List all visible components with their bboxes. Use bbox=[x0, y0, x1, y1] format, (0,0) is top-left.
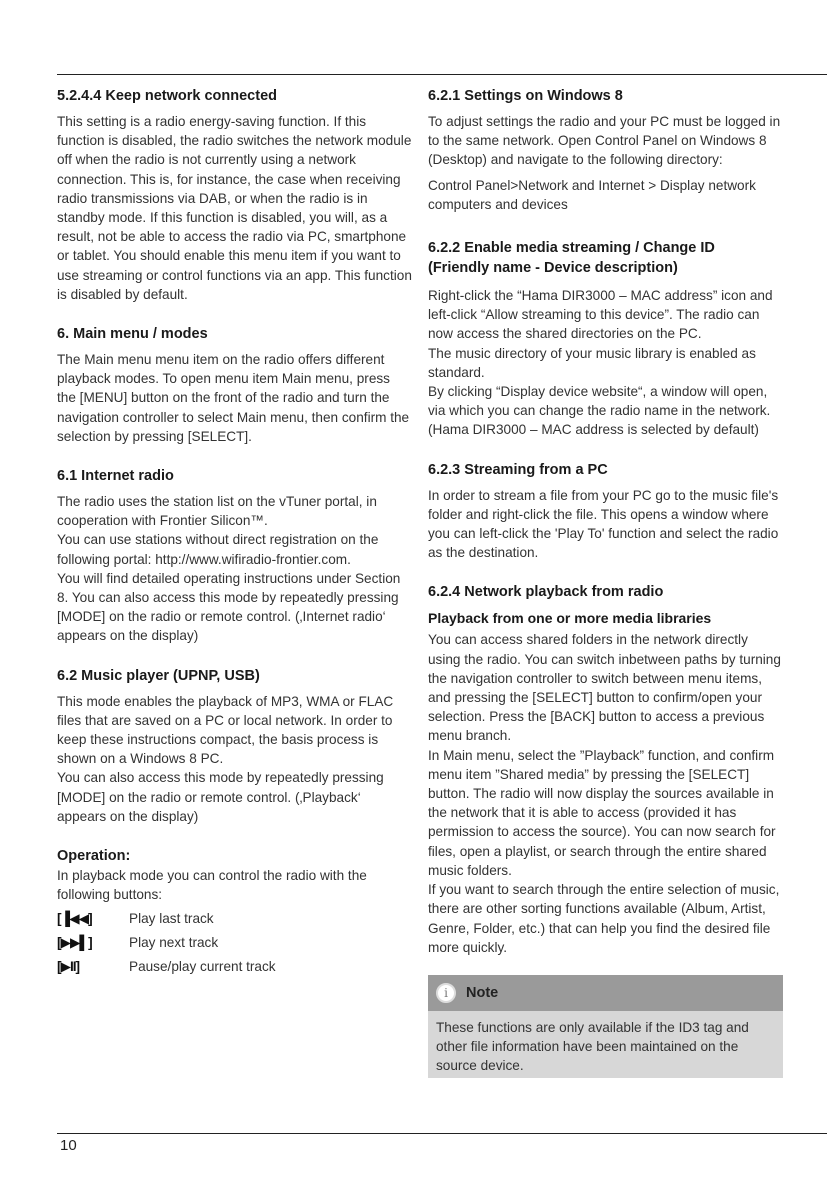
section-heading: 6. Main menu / modes bbox=[57, 326, 208, 343]
operation-heading: Operation: bbox=[57, 848, 131, 865]
section-paragraph: This mode enables the playback of MP3, WMA or FLAC files that are saved on a PC or local network. In order to keep these instructions compact, the basis process is shown on a Windows 8 PC. bbox=[57, 693, 394, 767]
bottom-divider bbox=[57, 1133, 827, 1134]
right-column bbox=[428, 86, 783, 1078]
section-body: In order to stream a file from your PC go to the music file's folder and right-click the file. This opens a window where you can left-click the 'Play To' function and select the radio as the destination. bbox=[428, 487, 779, 561]
play-pause-icon: [▶II] bbox=[57, 958, 80, 974]
button-description: Play last track bbox=[129, 910, 214, 926]
operation-intro: In playback mode you can control the radio with the following buttons: bbox=[57, 868, 367, 903]
section-6-1 bbox=[57, 466, 412, 646]
button-row-previous bbox=[57, 907, 412, 931]
heading-line: (Friendly name - Device description) bbox=[428, 260, 678, 277]
button-description: Pause/play current track bbox=[129, 958, 276, 974]
section-paragraph: The music directory of your music library is enabled as standard. bbox=[428, 345, 756, 380]
section-5-2-4-4 bbox=[57, 86, 412, 304]
section-heading: 6.2.1 Settings on Windows 8 bbox=[428, 88, 623, 104]
section-heading: 5.2.4.4 Keep network connected bbox=[57, 88, 277, 104]
button-row-next bbox=[57, 931, 412, 955]
section-heading bbox=[428, 238, 783, 278]
heading-line: 6.2.2 Enable media streaming / Change ID bbox=[428, 240, 715, 257]
section-6 bbox=[57, 324, 412, 446]
top-divider bbox=[57, 74, 827, 75]
section-paragraph: To adjust settings the radio and your PC must be logged in to the same network. Open Control Panel on Windows 8 (Desktop) and navigate to the following directory: bbox=[428, 114, 781, 168]
note-text: These functions are only available if the ID3 tag and other file information have been maintained on the source device. bbox=[436, 1019, 749, 1074]
section-paragraph: By clicking “Display device website“, a window will open, via which you can change the radio name in the network. (Hama DIR3000 – MAC address is selected by default) bbox=[428, 384, 771, 438]
note-title: Note bbox=[466, 984, 499, 1001]
operation-section bbox=[57, 846, 412, 978]
info-icon: i bbox=[436, 983, 456, 1003]
section-paragraph: The radio uses the station list on the vTuner portal, in cooperation with Frontier Silicon™. bbox=[57, 494, 377, 529]
note-box bbox=[428, 975, 783, 1078]
section-paragraph: In Main menu, select the ”Playback” function, and confirm menu item ”Shared media” by pressing the [SELECT] button. The radio will now display the sources available in the network that it is able to access (provided it has permission to access the source). You can now search for files, open a playlist, or search through the entire shared music folders. bbox=[428, 747, 776, 878]
section-paragraph: You can also access this mode by repeatedly pressing [MODE] on the radio or remote control. (‚Playback‘ appears on the display) bbox=[57, 770, 384, 824]
section-paragraph: You can access shared folders in the network directly using the radio. You can switch inbetween paths by turning the navigation controller to switch between menu items, and pressing the [SELECT] button to confirm/open your selection. Press the [BACK] button to access a previous menu branch. bbox=[428, 632, 781, 744]
note-body bbox=[428, 1011, 783, 1078]
section-heading: 6.1 Internet radio bbox=[57, 468, 174, 485]
button-row-play-pause bbox=[57, 955, 412, 979]
section-6-2-1 bbox=[428, 86, 783, 214]
section-6-2 bbox=[57, 666, 412, 826]
section-6-2-3 bbox=[428, 460, 783, 563]
note-header bbox=[428, 975, 783, 1011]
section-paragraph: Control Panel>Network and Internet > Display network computers and devices bbox=[428, 177, 756, 212]
left-column bbox=[57, 86, 412, 979]
section-paragraph: You will find detailed operating instructions under Section 8. You can also access this mode by repeatedly pressing [MODE] on the radio or remote control. (‚Internet radio‘ appears on the display) bbox=[57, 570, 401, 644]
section-paragraph: Right-click the “Hama DIR3000 – MAC address” icon and left-click “Allow streaming to this device”. The radio can now access the shared directories on the PC. bbox=[428, 288, 773, 342]
section-heading: 6.2.4 Network playback from radio bbox=[428, 584, 664, 601]
section-6-2-4 bbox=[428, 582, 783, 956]
next-track-icon: [▶▶▌] bbox=[57, 934, 92, 950]
section-paragraph: You can use stations without direct registration on the following portal: http://www.wifiradio-frontier.com. bbox=[57, 532, 379, 567]
section-body: The Main menu menu item on the radio offers different playback modes. To open menu item Main menu, press the [MENU] button on the front of the radio and turn the navigation controller to select Main menu, then confirm the selection by pressing [SELECT]. bbox=[57, 352, 410, 444]
section-heading: 6.2.3 Streaming from a PC bbox=[428, 461, 608, 478]
button-description: Play next track bbox=[129, 934, 219, 950]
section-body: This setting is a radio energy-saving function. If this function is disabled, the radio switches the network module off when the radio is not currently using a network connection. This is, for instance, the case when receiving radio transmissions via DAB, or when the radio is in standby mode. If this function is disabled, you will, as a result, not be able to access the radio via PC, smartphone or tablet. You should enable this menu item if you want to use streaming or control functions via an app. This function is disabled by default. bbox=[57, 114, 412, 302]
section-6-2-2 bbox=[428, 238, 783, 440]
section-subheading: Playback from one or more media libraries bbox=[428, 610, 712, 627]
previous-track-icon: [▐◀◀] bbox=[57, 910, 92, 926]
page-number: 10 bbox=[60, 1137, 77, 1154]
section-heading: 6.2 Music player (UPNP, USB) bbox=[57, 667, 260, 684]
section-paragraph: If you want to search through the entire selection of music, there are other sorting functions available (Album, Artist, Genre, Folder, etc.) that can help you find the desired file more quickly. bbox=[428, 882, 780, 955]
